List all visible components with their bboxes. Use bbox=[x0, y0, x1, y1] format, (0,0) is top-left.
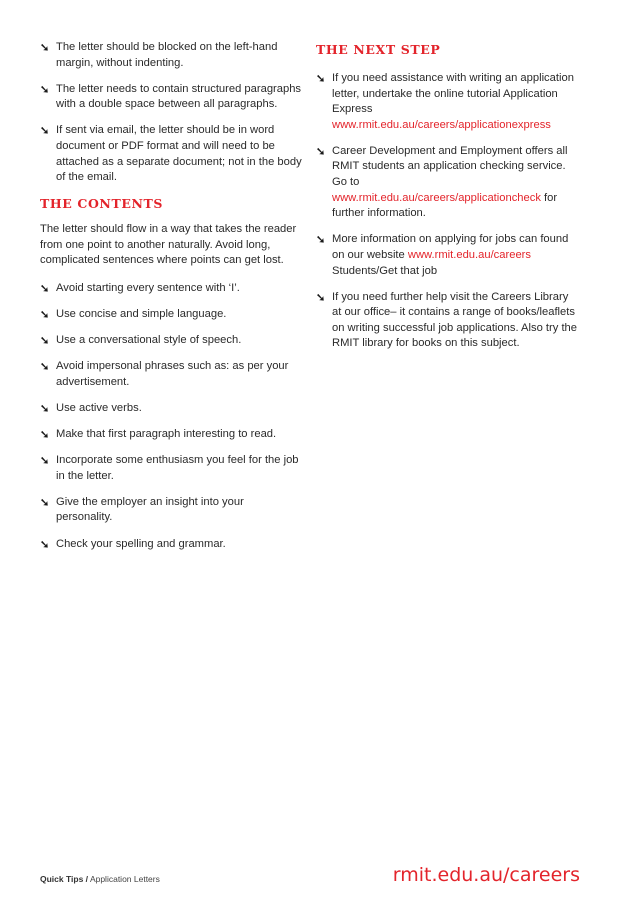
format-list bbox=[40, 40, 302, 186]
list-item-text: The letter needs to contain structured paragraphs with a double space between all paragraphs. bbox=[56, 82, 302, 111]
application-express-link[interactable]: www.rmit.edu.au/careers/applicationexpress bbox=[332, 118, 551, 131]
arrow-down-right-icon: ➘ bbox=[316, 291, 326, 304]
contents-intro: The letter should flow in a way that takes the reader from one point to another naturally. Avoid long, complicated sentences where points can get lost. bbox=[40, 223, 297, 267]
arrow-down-right-icon: ➘ bbox=[40, 309, 50, 322]
arrow-down-right-icon: ➘ bbox=[40, 496, 50, 509]
footer-url[interactable]: rmit.edu.au/careers bbox=[392, 864, 580, 886]
list-item bbox=[40, 359, 302, 390]
list-item-text: Use concise and simple language. bbox=[56, 308, 227, 321]
list-item bbox=[40, 427, 302, 443]
list-item bbox=[40, 333, 302, 349]
list-item bbox=[40, 40, 302, 71]
list-item-text: Use a conversational style of speech. bbox=[56, 334, 242, 347]
list-item-text: If sent via email, the letter should be in word document or PDF format and will need to be attached as a separate document; not in the body of the email. bbox=[56, 124, 302, 184]
arrow-down-right-icon: ➘ bbox=[40, 429, 50, 442]
arrow-down-right-icon: ➘ bbox=[316, 145, 326, 158]
next-step-heading: THE NEXT STEP bbox=[316, 42, 441, 57]
careers-website-link[interactable]: www.rmit.edu.au/careers bbox=[407, 248, 531, 261]
list-item-text: The letter should be blocked on the left-hand margin, without indenting. bbox=[56, 41, 278, 69]
application-check-link[interactable]: www.rmit.edu.au/careers/applicationcheck bbox=[332, 191, 541, 204]
left-column bbox=[40, 40, 302, 563]
contents-heading: THE CONTENTS bbox=[40, 196, 164, 212]
contents-list bbox=[40, 281, 302, 552]
list-item-text: Avoid starting every sentence with ‘I’. bbox=[56, 282, 240, 295]
footer-caption-bold: Quick Tips / bbox=[40, 874, 89, 884]
list-item bbox=[40, 307, 302, 323]
list-item-text: Students/Get that job bbox=[332, 264, 438, 277]
list-item bbox=[40, 401, 302, 417]
list-item-text: Check your spelling and grammar. bbox=[56, 537, 226, 550]
footer-caption-text: Application Letters bbox=[89, 874, 160, 884]
arrow-down-right-icon: ➘ bbox=[40, 361, 50, 374]
list-item bbox=[40, 537, 302, 553]
list-item bbox=[40, 82, 302, 113]
arrow-down-right-icon: ➘ bbox=[40, 538, 50, 551]
list-item-text: If you need assistance with writing an application letter, undertake the online tutorial Application Express bbox=[332, 72, 574, 116]
arrow-down-right-icon: ➘ bbox=[40, 125, 50, 138]
list-item bbox=[40, 495, 302, 526]
list-item bbox=[40, 123, 302, 185]
list-item-text: If you need further help visit the Careers Library at our office– it contains a range of books/leaflets on writing successful job applications. Also try the RMIT library for books on this subject. bbox=[332, 290, 578, 350]
right-column bbox=[316, 42, 580, 363]
list-item bbox=[40, 281, 302, 297]
arrow-down-right-icon: ➘ bbox=[40, 335, 50, 348]
list-item-text: Incorporate some enthusiasm you feel for the job in the letter. bbox=[56, 454, 299, 482]
arrow-down-right-icon: ➘ bbox=[40, 42, 50, 54]
list-item bbox=[316, 290, 580, 352]
next-step-list bbox=[316, 71, 580, 352]
footer-caption bbox=[40, 874, 160, 884]
list-item bbox=[316, 232, 580, 279]
arrow-down-right-icon: ➘ bbox=[40, 455, 50, 468]
list-item-text: for further information. bbox=[332, 191, 558, 220]
list-item bbox=[40, 453, 302, 484]
list-item-text: Use active verbs. bbox=[56, 402, 142, 414]
list-item bbox=[316, 144, 580, 222]
arrow-down-right-icon: ➘ bbox=[40, 83, 50, 96]
list-item-text: Career Development and Employment offers all RMIT students an application checking service. Go to bbox=[332, 144, 568, 189]
list-item-text: More information on applying for jobs can found on our website bbox=[332, 233, 569, 261]
arrow-down-right-icon: ➘ bbox=[316, 234, 326, 247]
list-item-text: Give the employer an insight into your personality. bbox=[56, 495, 244, 524]
arrow-down-right-icon: ➘ bbox=[40, 283, 50, 296]
arrow-down-right-icon: ➘ bbox=[316, 73, 326, 85]
list-item bbox=[316, 71, 580, 133]
arrow-down-right-icon: ➘ bbox=[40, 403, 50, 415]
list-item-text: Avoid impersonal phrases such as: as per your advertisement. bbox=[56, 360, 289, 388]
list-item-text: Make that first paragraph interesting to read. bbox=[56, 428, 277, 441]
